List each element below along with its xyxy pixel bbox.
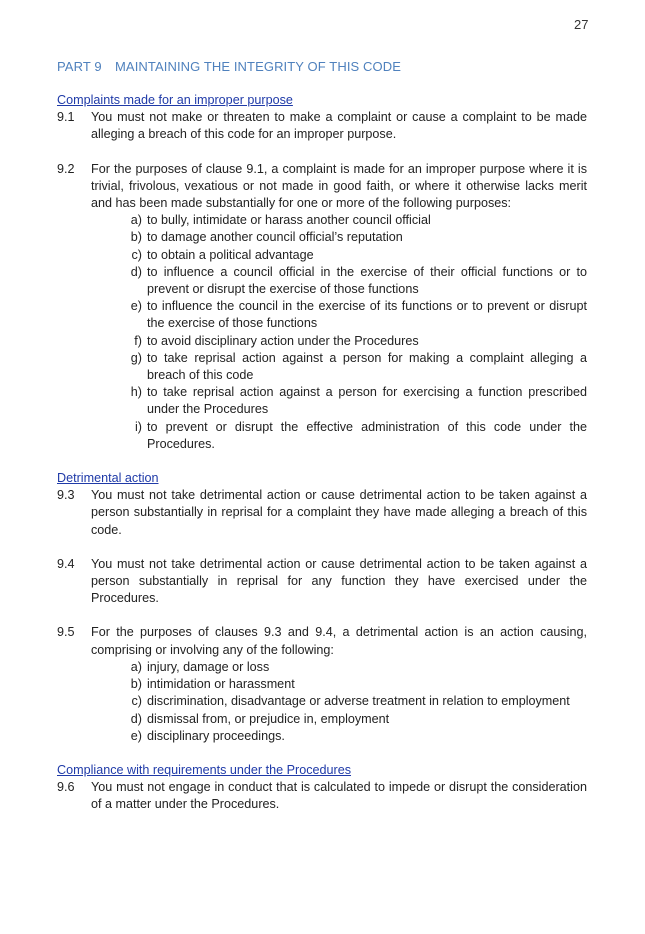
list-item (122, 419, 587, 453)
item-text: to prevent or disrupt the effective administration of this code under the Procedures. (147, 419, 587, 451)
clause-text: You must not take detrimental action or cause detrimental action to be taken against a person substantially in reprisal for a complaint they have made alleging a breach of this code. (91, 488, 587, 537)
item-text: to take reprisal action against a person for making a complaint alleging a breach of this code (147, 350, 587, 383)
clause-number: 9.1 (57, 110, 75, 125)
item-letter: d) (130, 264, 142, 279)
sub-item-list (91, 212, 587, 453)
item-text: discrimination, disadvantage or adverse treatment in relation to employment (147, 694, 570, 709)
section-heading: Complaints made for an improper purpose (57, 93, 293, 107)
item-letter: e) (130, 728, 142, 743)
clause-text: You must not take detrimental action or cause detrimental action to be taken against a person substantially in reprisal for any function they have exercised under the Procedures. (91, 556, 587, 606)
item-text: injury, damage or loss (147, 659, 270, 674)
clause-text: For the purposes of clause 9.1, a complaint is made for an improper purpose where it is trivial, frivolous, vexatious or not made in good faith, or where it otherwise lacks merit and has been made substantially for one or more of the following purposes: (91, 161, 587, 211)
item-letter: b) (130, 677, 142, 692)
list-item (122, 229, 587, 246)
item-letter: d) (130, 711, 142, 726)
list-item (122, 728, 587, 745)
clause (57, 624, 587, 744)
list-item (122, 676, 587, 693)
part-label: PART 9 (57, 59, 102, 74)
item-text: to obtain a political advantage (147, 247, 314, 262)
part-heading (57, 58, 401, 75)
item-letter: f) (134, 333, 142, 348)
clause-number: 9.6 (57, 780, 75, 795)
list-item (122, 693, 587, 710)
item-letter: b) (130, 230, 142, 245)
list-item (122, 711, 587, 728)
list-item (122, 384, 587, 418)
item-text: dismissal from, or prejudice in, employment (147, 711, 390, 726)
list-item (122, 350, 587, 384)
item-letter: a) (130, 659, 142, 674)
item-text: to damage another council official’s reputation (147, 230, 403, 245)
clause (57, 487, 587, 539)
list-item (122, 212, 587, 229)
section-heading: Detrimental action (57, 471, 159, 486)
item-text: to bully, intimidate or harass another council official (147, 213, 431, 228)
item-letter: c) (131, 694, 142, 709)
item-text: to avoid disciplinary action under the Procedures (147, 333, 419, 348)
list-item (122, 333, 587, 350)
sub-item-list (91, 659, 587, 745)
item-text: disciplinary proceedings. (147, 728, 285, 743)
clause-text: You must not make or threaten to make a complaint or cause a complaint to be made alleging a breach of this code for an improper purpose. (91, 110, 587, 142)
item-letter: a) (130, 213, 142, 228)
clause-body (91, 161, 587, 453)
clause-number: 9.5 (57, 625, 75, 640)
item-letter: g) (130, 350, 142, 365)
clause (57, 109, 587, 143)
clause-number: 9.2 (57, 161, 75, 176)
clause-text: You must not engage in conduct that is calculated to impede or disrupt the consideration of a matter under the Procedures. (91, 780, 587, 812)
clause (57, 779, 587, 813)
part-title: MAINTAINING THE INTEGRITY OF THIS CODE (115, 59, 401, 74)
clause-text: For the purposes of clauses 9.3 and 9.4, a detrimental action is an action causing, comprising or involving any of the following: (91, 625, 587, 657)
item-text: to take reprisal action against a person for exercising a function prescribed under the Procedures (147, 385, 587, 417)
clause (57, 161, 587, 453)
item-letter: h) (130, 385, 142, 400)
page-number: 27 (574, 17, 589, 32)
clause-body (91, 624, 587, 744)
list-item (122, 298, 587, 332)
item-text: intimidation or harassment (147, 677, 295, 692)
list-item (122, 264, 587, 298)
item-letter: e) (130, 299, 142, 314)
list-item (122, 659, 587, 676)
list-item (122, 247, 587, 264)
section-heading: Compliance with requirements under the Procedures (57, 762, 352, 777)
item-text: to influence a council official in the exercise of their official functions or to prevent or disrupt the exercise of those functions (147, 264, 587, 297)
clause-number: 9.4 (57, 556, 75, 571)
document-body (57, 92, 587, 814)
item-letter: c) (131, 247, 142, 262)
item-letter: i) (135, 419, 142, 434)
clause (57, 556, 587, 608)
clause-number: 9.3 (57, 488, 75, 503)
item-text: to influence the council in the exercise of its functions or to prevent or disrupt the exercise of those functions (147, 299, 587, 331)
